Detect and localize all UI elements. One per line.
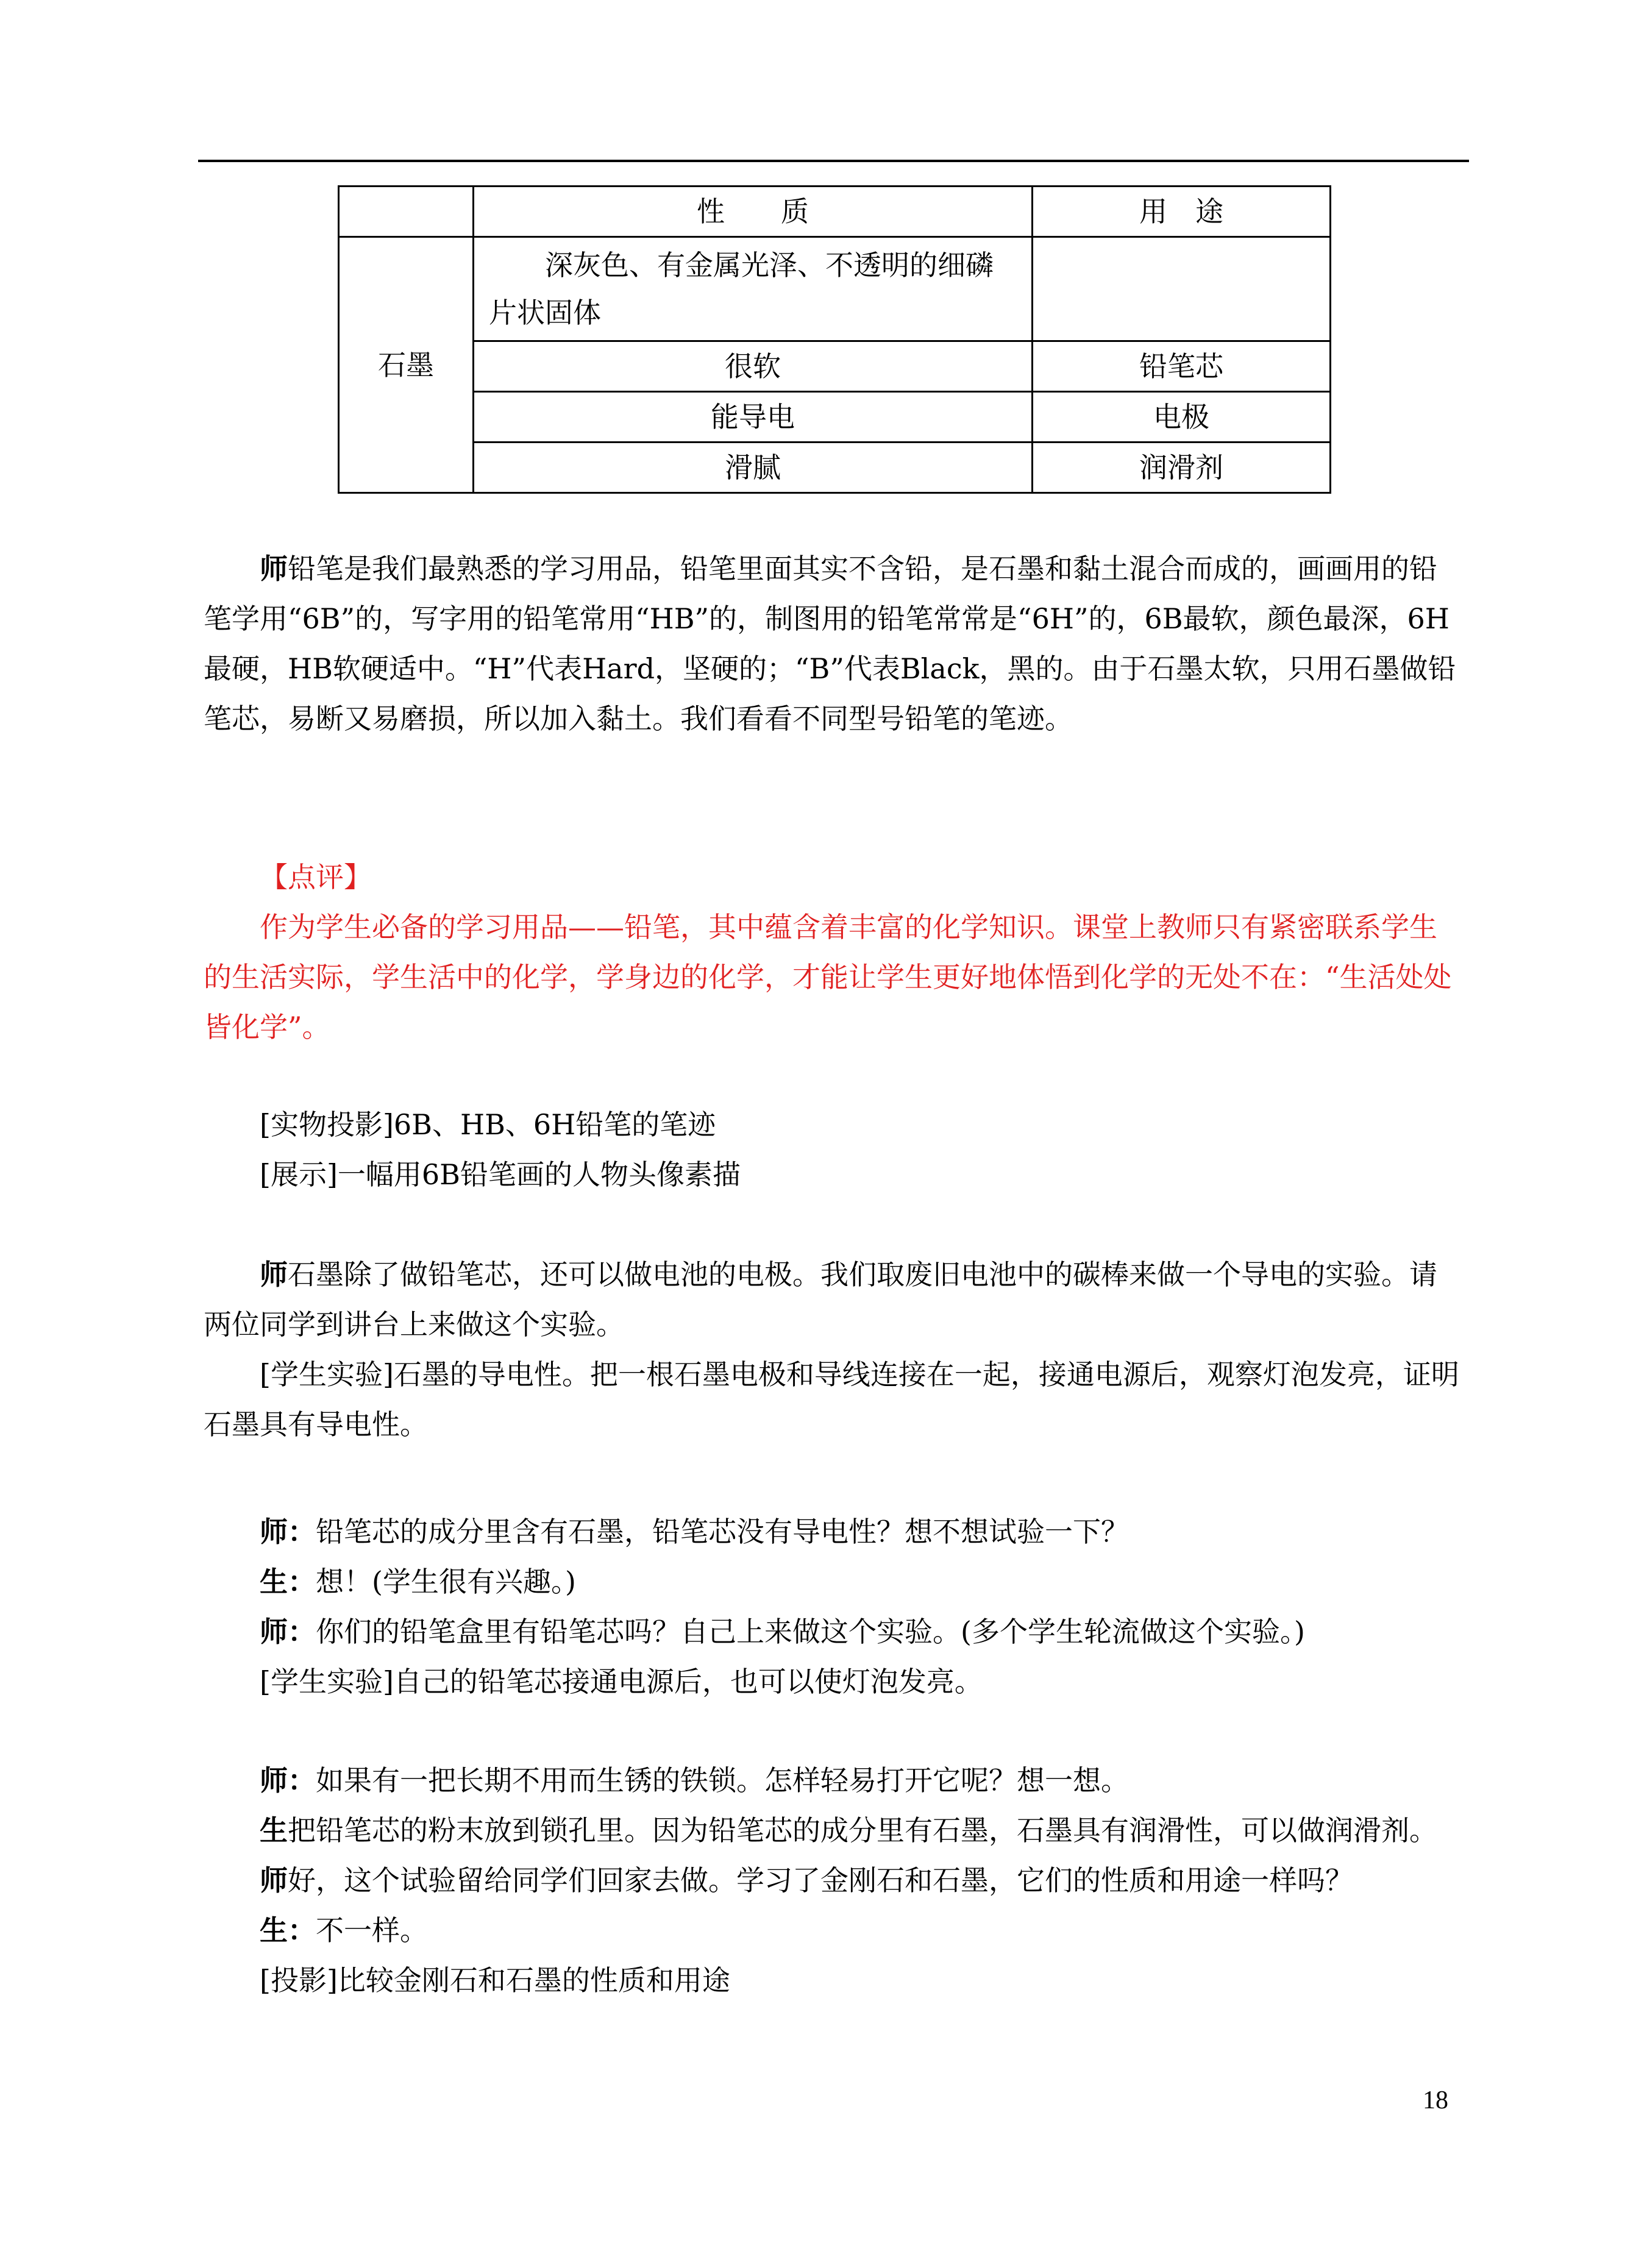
header-cell-property: 性 质 bbox=[474, 187, 1033, 237]
dialogue-block-2 bbox=[204, 1755, 1459, 2005]
projection-line: [投影]比较金刚石和石墨的性质和用途 bbox=[260, 1964, 730, 1997]
speaker-label: 生 bbox=[260, 1814, 288, 1847]
property-cell: 深灰色、有金属光泽、不透明的细磷片状固体 bbox=[474, 237, 1033, 341]
graphite-electrode-block bbox=[204, 1250, 1459, 1449]
table-row bbox=[339, 341, 1331, 392]
projection-line: [实物投影]6B、HB、6H铅笔的笔迹 bbox=[260, 1108, 716, 1141]
speaker-label: 师： bbox=[260, 1615, 316, 1648]
speaker-label: 师 bbox=[260, 552, 288, 585]
dialogue-text: 铅笔芯的成分里含有石墨，铅笔芯没有导电性？想不想试验一下？ bbox=[316, 1515, 1129, 1548]
comment-section bbox=[204, 852, 1459, 1052]
dialogue-block-1 bbox=[204, 1507, 1459, 1707]
property-cell: 很软 bbox=[474, 341, 1033, 392]
dialogue-text: 如果有一把长期不用而生锈的铁锁。怎样轻易打开它呢？想一想。 bbox=[316, 1764, 1129, 1797]
property-cell: 能导电 bbox=[474, 392, 1033, 443]
dialogue-text: 不一样。 bbox=[316, 1914, 428, 1947]
speaker-label: 生： bbox=[260, 1565, 316, 1598]
header-rule bbox=[198, 160, 1469, 162]
speaker-label: 师： bbox=[260, 1764, 316, 1797]
speaker-label: 师： bbox=[260, 1515, 316, 1548]
page-number: 18 bbox=[1423, 2086, 1448, 2114]
header-cell-empty bbox=[339, 187, 474, 237]
header-cell-use: 用 途 bbox=[1033, 187, 1331, 237]
dialogue-text: 想！(学生很有兴趣。) bbox=[316, 1565, 576, 1598]
table-row bbox=[339, 237, 1331, 341]
dialogue-text: 好，这个试验留给同学们回家去做。学习了金刚石和石墨，它们的性质和用途一样吗？ bbox=[288, 1864, 1353, 1897]
experiment-text: [学生实验]石墨的导电性。把一根石墨电极和导线连接在一起，接通电源后，观察灯泡发亮，证明石墨具有导电性。 bbox=[204, 1358, 1459, 1441]
use-cell bbox=[1033, 237, 1331, 341]
table-row bbox=[339, 443, 1331, 493]
comment-text: 作为学生必备的学习用品——铅笔，其中蕴含着丰富的化学知识。课堂上教师只有紧密联系学生的生活实际，学生活中的化学，学身边的化学，才能让学生更好地体悟到化学的无处不在：“生活处处皆化学”。 bbox=[204, 911, 1452, 1043]
paragraph-text: 石墨除了做铅笔芯，还可以做电池的电极。我们取废旧电池中的碳棒来做一个导电的实验。请两位同学到讲台上来做这个实验。 bbox=[204, 1258, 1437, 1341]
table-header-row bbox=[339, 187, 1331, 237]
experiment-text: [学生实验]自己的铅笔芯接通电源后，也可以使灯泡发亮。 bbox=[260, 1665, 983, 1698]
table-row bbox=[339, 392, 1331, 443]
paragraph-teacher-pencil bbox=[204, 544, 1459, 744]
projection-block bbox=[204, 1100, 1459, 1200]
use-cell: 润滑剂 bbox=[1033, 443, 1331, 493]
dialogue-text: 把铅笔芯的粉末放到锁孔里。因为铅笔芯的成分里有石墨，石墨具有润滑性，可以做润滑剂。 bbox=[288, 1814, 1437, 1847]
speaker-label: 生： bbox=[260, 1914, 316, 1947]
speaker-label: 师 bbox=[260, 1258, 288, 1291]
property-cell: 滑腻 bbox=[474, 443, 1033, 493]
row-label-graphite: 石墨 bbox=[339, 237, 474, 493]
dialogue-text: 你们的铅笔盒里有铅笔芯吗？自己上来做这个实验。(多个学生轮流做这个实验。) bbox=[316, 1615, 1305, 1648]
properties-table bbox=[338, 185, 1331, 494]
use-cell: 铅笔芯 bbox=[1033, 341, 1331, 392]
display-line: [展示]一幅用6B铅笔画的人物头像素描 bbox=[260, 1158, 741, 1191]
comment-title: 【点评】 bbox=[260, 861, 372, 894]
speaker-label: 师 bbox=[260, 1864, 288, 1897]
paragraph-text: 铅笔是我们最熟悉的学习用品，铅笔里面其实不含铅，是石墨和黏土混合而成的，画画用的铅笔学用“6B”的，写字用的铅笔常用“HB”的，制图用的铅笔常常是“6H”的，6B最软，颜色最深，6H最硬，HB软硬适中。“H”代表Hard，坚硬的；“B”代表Black，黑的。由于石墨太软，只用石墨做铅笔芯，易断又易磨损，所以加入黏土。我们看看不同型号铅笔的笔迹。 bbox=[204, 552, 1456, 735]
use-cell: 电极 bbox=[1033, 392, 1331, 443]
